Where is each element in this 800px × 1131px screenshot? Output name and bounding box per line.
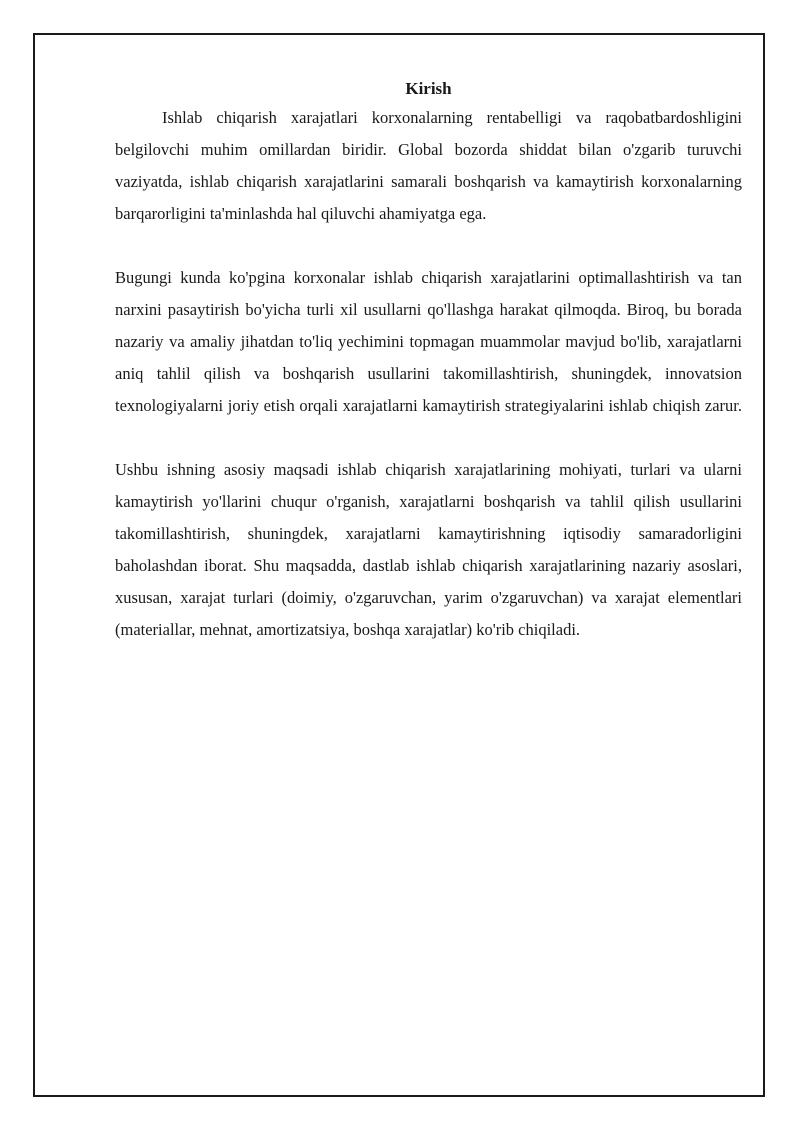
paragraph-gap: [115, 422, 742, 454]
paragraph-gap: [115, 230, 742, 262]
paragraph-3: Ushbu ishning asosiy maqsadi ishlab chiqarish xarajatlarining mohiyati, turlari va ularni kamaytirish yo'llarini chuqur o'rganish, xarajatlarni boshqarish va tahlil qilish usullarini takomillashtirish, shuningdek, xarajatlarni kamaytirishning iqtisodiy samaradorligini baholashdan iborat. Shu maqsadda, dastlab ishlab chiqarish xarajatlarining nazariy asoslari, xususan, xarajat turlari (doimiy, o'zgaruvchan, yarim o'zgaruvchan) va xarajat elementlari (materiallar, mehnat, amortizatsiya, boshqa xarajatlar) ko'rib chiqiladi.: [115, 460, 742, 639]
paragraph-1: Ishlab chiqarish xarajatlari korxonalarning rentabelligi va raqobatbardoshligini belgilovchi muhim omillardan biridir. Global bozorda shiddat bilan o'zgarib turuvchi vaziyatda, ishlab chiqarish xarajatlarini samarali boshqarish va kamaytirish korxonalarning barqarorligini ta'minlashda hal qiluvchi ahamiyatga ega.: [115, 108, 742, 223]
document-title: Kirish: [405, 79, 452, 98]
paragraph-2: Bugungi kunda ko'pgina korxonalar ishlab chiqarish xarajatlarini optimallashtirish va tan narxini pasaytirish bo'yicha turli xil usullarni qo'llashga harakat qilmoqda. Biroq, bu borada nazariy va amaliy jihatdan to'liq yechimini topmagan muammolar mavjud bo'lib, xarajatlarni aniq tahlil qilish va boshqarish usullarini takomillashtirish, shuningdek, innovatsion texnologiyalarni joriy etish orqali xarajatlarni kamaytirish strategiyalarini ishlab chiqish zarur.: [115, 268, 742, 415]
document-body: [115, 76, 742, 646]
